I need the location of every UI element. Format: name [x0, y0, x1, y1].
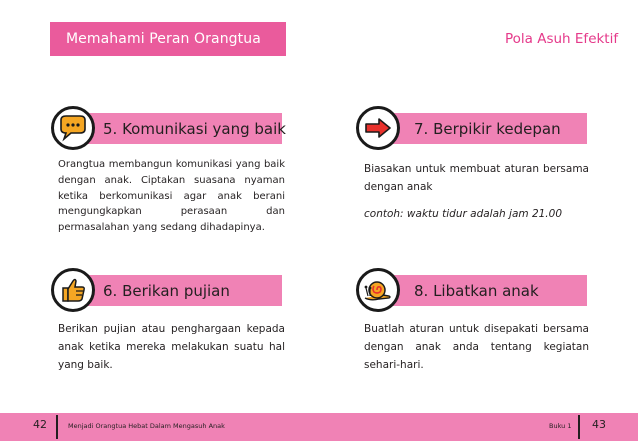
thumbs-up-icon — [51, 268, 95, 312]
left-page-title: Memahami Peran Orangtua — [66, 31, 261, 47]
section-5-heading: 5. Komunikasi yang baik — [103, 120, 286, 138]
section-7-text: Biasakan untuk membuat aturan bersama dengan anak — [364, 163, 589, 193]
section-5-text: Orangtua membangun komunikasi yang baik dengan anak. Ciptakan suasana nyaman ketika berkomunikasi agar anak berani mengungkapkan perasaan dan permasalahan yang sedang dihadapinya. — [58, 159, 285, 234]
section-7-example: contoh: waktu tidur adalah jam 21.00 — [364, 208, 562, 220]
section-6-text: Berikan pujian atau penghargaan kepada anak ketika mereka melakukan suatu hal yang baik. — [58, 323, 285, 371]
snail-icon — [356, 268, 400, 312]
left-page-number: 42 — [33, 418, 47, 431]
speech-bubble-icon — [51, 106, 95, 150]
left-footer-text: Menjadi Orangtua Hebat Dalam Mengasuh Anak — [68, 422, 225, 430]
right-page-title: Pola Asuh Efektif — [505, 31, 619, 47]
arrow-right-icon — [356, 106, 400, 150]
section-6-heading: 6. Berikan pujian — [103, 282, 230, 300]
right-footer-text: Buku 1 — [549, 422, 572, 430]
left-footer-separator — [56, 415, 58, 439]
section-8-text: Buatlah aturan untuk disepakati bersama dengan anak anda tentang kegiatan sehari-hari. — [364, 323, 589, 371]
section-8-heading: 8. Libatkan anak — [414, 282, 539, 300]
right-page-number: 43 — [592, 418, 606, 431]
right-footer-separator — [578, 415, 580, 439]
section-7-heading: 7. Berpikir kedepan — [414, 120, 561, 138]
